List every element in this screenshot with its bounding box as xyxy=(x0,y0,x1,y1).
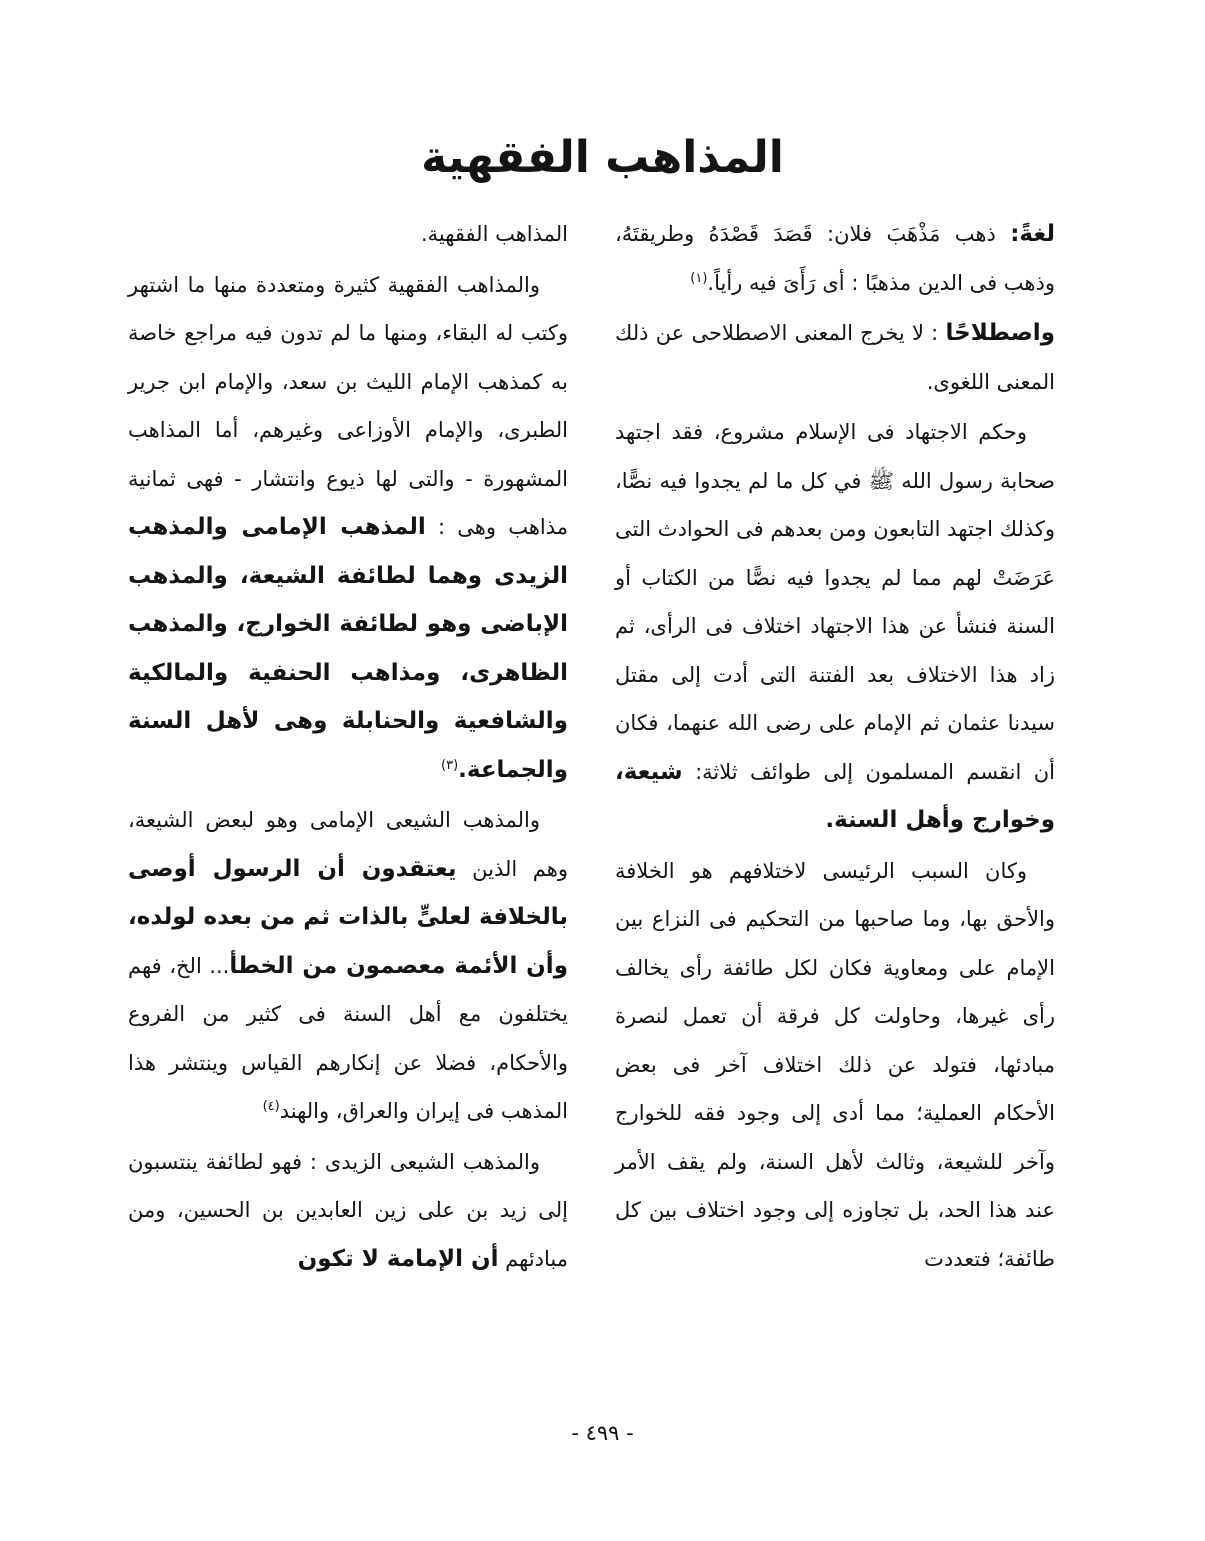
emphasis-text: شيعة، وخوارج وأهل السنة. xyxy=(615,758,1055,833)
paragraph-schools xyxy=(128,261,568,795)
term-technical: واصطلاحًا xyxy=(945,320,1055,346)
paragraph-definition-technical xyxy=(615,309,1055,406)
paragraph-text: والمذهب الشيعى الزيدى : فهو لطائفة ينتسبون إلى زيد بن على زين العابدين بن الحسين، ومن مبادئهم xyxy=(128,1149,568,1271)
footnote-ref: (١) xyxy=(690,270,708,286)
paragraph-continuation xyxy=(128,210,568,259)
emphasis-text: أن الإمامة لا تكون xyxy=(297,1245,499,1272)
right-column xyxy=(615,210,1055,1285)
paragraph-text: وحكم الاجتهاد فى الإسلام مشروع، فقد اجتهد صحابة رسول الله ﷺ في كل ما لم يجدوا فيه نصًّا، وكذلك اجتهد التابعون ومن بعدهم فى الحوادث التى عَرَضَتْ لهم مما لم يجدوا فيه نصًّا من الكتاب أو السنة فنشأ عن هذا الاجتهاد اختلاف فى الرأى، ثم زاد هذا الاختلاف بعد الفتنة التى أدت إلى مقتل سيدنا عثمان ثم الإمام على رضى الله عنهما، فكان أن انقسم المسلمون إلى طوائف ثلاثة: xyxy=(615,420,1055,784)
paragraph-text: والمذاهب الفقهية كثيرة ومتعددة منها ما اشتهر وكتب له البقاء، ومنها ما لم تدون فيه مراجع خاصة به كمذهب الإمام الليث بن سعد، والإمام ابن جرير الطبرى، والإمام الأوزاعى وغيرهم، أما المذاهب المشهورة - والتى لها ذيوع وانتشار - فهى ثمانية مذاهب وهى : xyxy=(128,272,569,539)
emphasis-text: يعتقدون أن الرسول أوصى بالخلافة لعلىٍّ بالذات ثم من بعده لولده، وأن الأئمة معصمون من الخطأ xyxy=(128,855,568,979)
page-title: المذاهب الفقهية xyxy=(421,132,784,183)
paragraph-text: ذهب مَذْهَبَ فلان: قَصَدَ قَصْدَهُ وطريقتَهُ، وذهب فى الدين مذهبًا : أى رَأَىَ فيه رأياً. xyxy=(615,222,1055,295)
emphasis-text: المذهب الإمامى والمذهب الزيدى وهما لطائفة الشيعة، والمذهب الإباضى وهو لطائفة الخوارج، والمذهب الظاهرى، ومذاهب الحنفية والمالكية والشافعية والحنابلة وهى لأهل السنة والجماعة. xyxy=(128,514,568,783)
paragraph-text: المذاهب الفقهية. xyxy=(420,222,568,246)
paragraph-cause xyxy=(615,847,1055,1284)
term-linguistic: لغةً: xyxy=(1010,221,1055,247)
paragraph-text: وكان السبب الرئيسى لاختلافهم هو الخلافة والأحق بها، وما صاحبها من التحكيم فى النزاع بين الإمام على ومعاوية فكان لكل طائفة رأى يخالف رأى غيرها، وحاولت كل فرقة أن تعمل لنصرة مبادئها، فتولد عن ذلك اختلاف آخر فى بعض الأحكام العملية؛ مما أدى إلى وجود فقه للخوارج وآخر للشيعة، وثالث لأهل السنة، ولم يقف الأمر عند هذا الحد، بل تجاوزه إلى وجود اختلاف بين كل طائفة؛ فتعددت xyxy=(615,858,1055,1271)
footnote-ref: (٤) xyxy=(262,1099,280,1114)
paragraph-text: : لا يخرج المعنى الاصطلاحى عن ذلك المعنى اللغوى. xyxy=(615,321,1055,394)
paragraph-zaidi xyxy=(128,1138,568,1284)
footnote-ref: (٣) xyxy=(441,757,459,773)
paragraph-ijtihad xyxy=(615,408,1055,845)
paragraph-imami xyxy=(128,796,568,1136)
paragraph-definition-linguistic xyxy=(615,210,1055,307)
paragraph-text: ... الخ، فهم يختلفون مع أهل السنة فى كثير من الفروع والأحكام، فضلا عن إنكارهم القياس وينتشر هذا المذهب فى إيران والعراق، والهند xyxy=(128,953,568,1123)
paragraph-text: والمذهب الشيعى الإمامى وهو لبعض الشيعة، وهم الذين xyxy=(128,808,568,881)
left-column xyxy=(128,210,568,1285)
page-number: - ٤٩٩ - xyxy=(571,1421,634,1445)
